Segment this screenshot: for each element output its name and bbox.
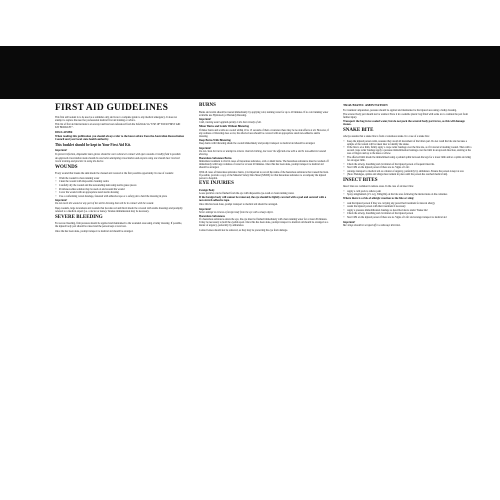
list-item: • Use a conforming cotton bandage, fastened with adhesive tape or a safety pin to hold the dressing in place — [55, 195, 185, 198]
list-item: • (Note: Bandages, splints and slings must remain in place until the person has reached medical aid). — [343, 173, 473, 176]
list-item: • Assist the injured person with their treatment if necessary — [343, 205, 473, 208]
section-heading-burns: BURNS — [199, 103, 216, 108]
list-item: • Wash the wound in clean running water — [55, 177, 185, 180]
list-item: • Ask the injured person if they are carrying any prescribed treatment for known allergy — [343, 202, 473, 205]
severe-bleeding-text: Once the has been done, prompt transport to medical aid should be arranged. — [55, 229, 134, 233]
list-item: • Apply a cold pack to relieve pain — [343, 190, 473, 193]
snake-list — [343, 140, 473, 177]
important-text: Cold, running water applied quickly is the best remedy of all. — [199, 121, 262, 125]
document-sheet — [55, 99, 475, 439]
disclaimer-text: When reading this publication you should always refer to the latest advice from the Australian Resuscitation Council and your local state health authority. — [55, 135, 184, 142]
list-item: • Arrange transport to medical aid as a matter of urgency, preferably by ambulance. Ensure the person is kept at rest. — [343, 170, 473, 173]
keep-booklet-note: This booklet should be kept in Your First Aid Kit. — [55, 143, 131, 148]
snake-intro: Always assume that a snake bite is from a venomous snake. In a case of a snake bite: — [343, 135, 430, 139]
burns-text: Burns and scalds should be treated immediately by applying cold, running water for up to 20 minutes. If no cold running water available use HydroGel (or Burnaid) Dressing. — [199, 110, 329, 117]
wounds-intro: Every wound that breaks the skin should be cleaned and covered at the first possible opportunity. In case of wounds: — [55, 172, 174, 176]
insect-list — [343, 190, 473, 197]
column-3 — [343, 103, 473, 228]
subheading: Hazardous Substances — [199, 215, 225, 219]
list-item: • If the bite is on a limb, firmly apply a crepe roller bandage over the bite site, as if it started a bleeding wound. Then with a second crepe roller bandage apply a pressure immobilisation bandage over the limb in an upward direction, starting at the toes or fingers and up to the knee or elbow. — [343, 146, 473, 155]
amputation-bold: Transport the bag in ice cooled water, but do not pack the severed body part in ice, as this will damage tissues. — [343, 120, 465, 127]
important-label: Important! — [199, 118, 212, 122]
list-item: • Carefully dry the wound and the surrounding skin using sterile gauze pieces — [55, 184, 185, 187]
section-heading-snake-bite: SNAKE BITE — [343, 127, 374, 133]
list-item: • Start CPR on the injured person if there are no 'Signs of Life'. — [343, 166, 473, 169]
document-title: FIRST AID GUIDELINES — [55, 103, 169, 113]
wounds-deep-text: Deep wounds, large lacerations and wounds that become red and throb should be covered with sterile dressings and promptly referred to a medical expert (i.e. a doctor or nurse). Tetanus immunisation may be necessary. — [55, 206, 183, 213]
important-text: Never attempt to remove a foreign body from the eye with a sharp object. — [199, 210, 274, 214]
section-heading-eye-injuries: EYE INJURIES — [199, 181, 234, 187]
list-item: • Check the airway, breathing and circulation of the injured person — [343, 212, 473, 215]
important-label: Important! — [343, 220, 356, 224]
subheading: Hazardous Substance Burns — [199, 157, 232, 161]
column-2 — [199, 103, 329, 233]
minor-burns-text: If minor burns and scalds are cooled within 10 to 15 seconds of their occurrence there may be no side effects at all. However, if any redness or blistering does occur, the affected area should be covered with an appropriate sized non-adhesive sterile dressing. — [199, 128, 329, 138]
foreign-body-bold: If the foreign body will cannot be removed, the eye should be lightly covered with a pad and secured with a non stretch adhesive tape. — [199, 195, 327, 203]
list-item: • Apply a pressure immobilisation bandage as described above under 'Snake bite' — [343, 209, 473, 212]
section-heading-amputation: TRAUMATIC AMPUTATION — [343, 103, 388, 107]
list-item: • Spray stingmatium (1% w/g, 50mg/ml) on the bite area following the instructions on the container. — [343, 193, 473, 196]
subheading: Minor Burns and Scalds Without Blistering — [199, 125, 249, 129]
wounds-list — [55, 177, 185, 198]
hazardous-eye-text: Contact lenses should not be removed, as they may be protecting the eye from damage. — [199, 228, 288, 232]
list-item: • Keep the injured person calm, reassure they avoid all movement of the bitten part. Do not wash the bite site because a sample of the venom will be taken later to identify the snake. — [343, 140, 473, 146]
severe-bleeding-text: For severe bleeding, firm pressure should be applied and maintained to the wounded area using a bulky dressing. If possible, the injured body part should be raised and the person kept at total rest. — [55, 222, 183, 229]
section-heading-wounds: WOUNDS — [55, 164, 78, 170]
foreign-body-text: Once this has been done, prompt transport to medical aid should be arranged. — [199, 203, 278, 207]
list-item: • The affected limb should be immobilised using a padded splint between the legs for a lower limb and/or a splint and sling for an upper limb. — [343, 156, 473, 162]
list-item: • Start CPR on the injured person if there are no 'Signs of Life' and arrange transport to medical aid — [343, 216, 473, 219]
allergic-list — [343, 202, 473, 219]
list-item: • Povidone-iodine solution may be used on and around the wound — [55, 188, 185, 191]
important-label: Important! — [199, 207, 212, 211]
hazardous-eye-text: If a hazardous substance enters the eye, the eye must be flushed immediately with clean running water for at least 20 minutes. It may be necessary to hold the eyelids apart. Once this has been done, prompt transport to medical aid should be arranged as a matter of urgency, preferably by ambulance. — [199, 218, 329, 228]
list-item: • Clean the wound with disposable cleaning swabs — [55, 180, 185, 183]
list-item: • Cover the wound with an appropriate sized sterile dressing — [55, 191, 185, 194]
important-text: Do not touch the wound or any part of the sterile dressing that will be in contact with the wound. — [55, 202, 154, 206]
hazardous-burns-text: Immediate treatment is vital in cases of hazardous substance, acid or alkali burns. The hazardous substance must be washed off immediately with large volumes of water for at least 20 minutes. Once this has been done, prompt transport to medical aid should be arranged. — [199, 160, 329, 170]
important-text: Do not clean the burns or attempt to remove charred clothing, but cover the affected area with a sterile non-adherent wound dressing. — [199, 149, 326, 156]
list-item: • Check the airway, breathing and circulation of the injured person at frequent intervals. — [343, 163, 473, 166]
hazardous-burns-text: With all cases of hazardous substance burns, it is important to record the name of the hazardous substance that caused the burn. If possible, provide a copy of the Material Safety Data Sheet (MSDS) for that hazardous substance to accompany the injured person to hospital. — [199, 170, 329, 180]
intro-paragraph: This list of first aid instructions is an excerpt and has been referenced from the SafeWork SA "USE OF YOUR FIRST AID KIT BOOKLET". — [55, 123, 181, 130]
insect-intro: Insect bites are common in remote areas. In the case of an insect bite: — [343, 185, 414, 189]
subheading: Foreign Body — [199, 188, 215, 192]
section-heading-insect-bites: INSECT BITES — [343, 177, 378, 183]
important-text: Bee stings should be scraped off in a sideways direction. — [343, 223, 401, 227]
subheading: Deep Burns With Blistering — [199, 139, 231, 143]
intro-paragraph: This first aid booklet is to be used as a reminder only and is not a complete guide to any medical emergency. It does not attempt to replace the need for professional medical first aid training or advice. — [55, 116, 177, 123]
allergic-reaction-bold: Where there is a risk of allergic reaction to the bite or sting: — [343, 197, 415, 201]
amputation-text: For traumatic amputation, pressure should be applied and maintained to the injured area using a bulky dressing. — [343, 108, 457, 112]
amputation-text: The severed body part should not be washed. Place it in a sealable plastic bag filled with some ice to cushion the part from further injury. — [343, 112, 468, 120]
deep-burns-text: Deep burns with blistering should be cooled immediately and prompt transport to medical aid should be arranged. — [199, 142, 316, 146]
important-text: An approved resuscitation mask should be used when attempting resuscitation and anyone using one should have received recent training and practice in using the device. — [55, 156, 180, 163]
top-margin — [0, 0, 500, 46]
important-label: Important! — [199, 146, 212, 150]
column-1 — [55, 103, 185, 234]
important-label: Important! — [55, 199, 68, 203]
header-black-bar — [0, 46, 500, 99]
foreign-body-text: Loose particles can be flushed from the eye with disposable eye-wash or clean running water. — [199, 191, 295, 195]
section-heading-severe-bleeding: SEVERE BLEEDING — [55, 214, 103, 220]
important-text: To prevent infection, disposable latex gloves should be worn whenever contact with open wounds or bodily fluid is possible. — [55, 152, 182, 156]
disclaimer-label: DISCLAIMER — [55, 130, 73, 134]
important-label: Important! — [55, 149, 68, 153]
